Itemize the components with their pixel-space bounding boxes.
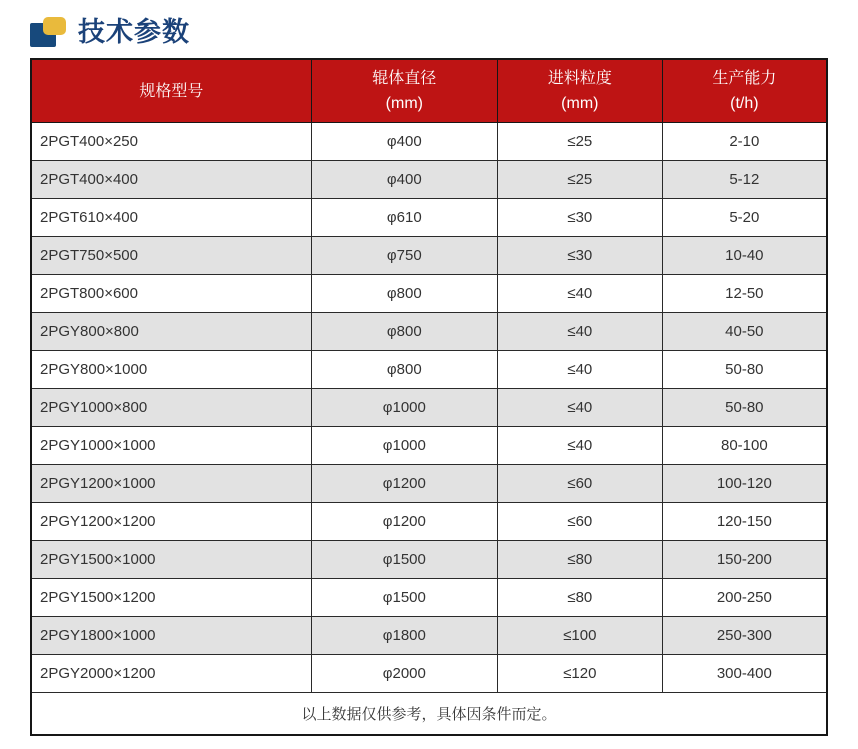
roller-diameter-cell: φ750: [311, 237, 497, 275]
roller-diameter-cell: φ800: [311, 351, 497, 389]
model-cell: 2PGT400×250: [31, 123, 311, 161]
col-header-roller-diameter: [311, 59, 497, 123]
capacity-cell: 40-50: [662, 313, 827, 351]
roller-diameter-cell: φ1000: [311, 389, 497, 427]
capacity-cell: 100-120: [662, 465, 827, 503]
feed-size-cell: ≤60: [497, 503, 662, 541]
col-header-capacity: [662, 59, 827, 123]
model-cell: 2PGY1000×1000: [31, 427, 311, 465]
roller-diameter-cell: φ400: [311, 161, 497, 199]
col-header-roller-diameter-unit: (mm): [385, 95, 423, 112]
roller-diameter-cell: φ1500: [311, 579, 497, 617]
col-header-roller-diameter-label: 辊体直径: [372, 70, 437, 87]
feed-size-cell: ≤80: [497, 579, 662, 617]
table-row: [31, 161, 827, 199]
capacity-cell: 150-200: [662, 541, 827, 579]
title-badge-icon: [30, 17, 68, 47]
model-cell: 2PGT610×400: [31, 199, 311, 237]
capacity-cell: 250-300: [662, 617, 827, 655]
feed-size-cell: ≤30: [497, 237, 662, 275]
table-row: [31, 199, 827, 237]
roller-diameter-cell: φ1200: [311, 503, 497, 541]
capacity-cell: 2-10: [662, 123, 827, 161]
col-header-feed-size: [497, 59, 662, 123]
model-cell: 2PGY1200×1200: [31, 503, 311, 541]
col-header-feed-size-label: 进料粒度: [547, 70, 612, 87]
col-header-model: [31, 59, 311, 123]
model-cell: 2PGT750×500: [31, 237, 311, 275]
feed-size-cell: ≤40: [497, 313, 662, 351]
feed-size-cell: ≤40: [497, 275, 662, 313]
model-cell: 2PGY2000×1200: [31, 655, 311, 693]
model-cell: 2PGY1800×1000: [31, 617, 311, 655]
table-footnote-row: [31, 693, 827, 736]
roller-diameter-cell: φ1800: [311, 617, 497, 655]
col-header-feed-size-unit: (mm): [561, 95, 599, 112]
table-row: [31, 275, 827, 313]
feed-size-cell: ≤100: [497, 617, 662, 655]
section-header: [30, 10, 828, 54]
col-header-model-label: 规格型号: [139, 82, 204, 100]
table-row: [31, 541, 827, 579]
table-row: [31, 427, 827, 465]
table-row: [31, 389, 827, 427]
capacity-cell: 300-400: [662, 655, 827, 693]
table-row: [31, 579, 827, 617]
roller-diameter-cell: φ1000: [311, 427, 497, 465]
badge-yellow-square: [43, 17, 66, 35]
table-row: [31, 617, 827, 655]
col-header-capacity-label: 生产能力: [712, 70, 777, 87]
table-row: [31, 503, 827, 541]
roller-diameter-cell: φ400: [311, 123, 497, 161]
capacity-cell: 10-40: [662, 237, 827, 275]
capacity-cell: 120-150: [662, 503, 827, 541]
feed-size-cell: ≤80: [497, 541, 662, 579]
model-cell: 2PGT400×400: [31, 161, 311, 199]
roller-diameter-cell: φ800: [311, 275, 497, 313]
feed-size-cell: ≤30: [497, 199, 662, 237]
roller-diameter-cell: φ1500: [311, 541, 497, 579]
capacity-cell: 80-100: [662, 427, 827, 465]
roller-diameter-cell: φ800: [311, 313, 497, 351]
page-title: 技术参数: [78, 16, 190, 47]
capacity-cell: 5-20: [662, 199, 827, 237]
model-cell: 2PGY1200×1000: [31, 465, 311, 503]
model-cell: 2PGY1500×1200: [31, 579, 311, 617]
feed-size-cell: ≤120: [497, 655, 662, 693]
table-row: [31, 237, 827, 275]
table-footnote: 以上数据仅供参考，具体因条件而定。: [31, 693, 827, 736]
model-cell: 2PGT800×600: [31, 275, 311, 313]
table-row: [31, 313, 827, 351]
capacity-cell: 200-250: [662, 579, 827, 617]
capacity-cell: 50-80: [662, 389, 827, 427]
roller-diameter-cell: φ1200: [311, 465, 497, 503]
col-header-capacity-unit: (t/h): [730, 95, 759, 112]
feed-size-cell: ≤40: [497, 351, 662, 389]
model-cell: 2PGY1000×800: [31, 389, 311, 427]
capacity-cell: 12-50: [662, 275, 827, 313]
table-row: [31, 465, 827, 503]
table-row: [31, 351, 827, 389]
model-cell: 2PGY1500×1000: [31, 541, 311, 579]
table-header-row: [31, 59, 827, 123]
model-cell: 2PGY800×1000: [31, 351, 311, 389]
feed-size-cell: ≤40: [497, 389, 662, 427]
roller-diameter-cell: φ610: [311, 199, 497, 237]
model-cell: 2PGY800×800: [31, 313, 311, 351]
capacity-cell: 5-12: [662, 161, 827, 199]
roller-diameter-cell: φ2000: [311, 655, 497, 693]
capacity-cell: 50-80: [662, 351, 827, 389]
table-row: [31, 123, 827, 161]
feed-size-cell: ≤60: [497, 465, 662, 503]
feed-size-cell: ≤25: [497, 123, 662, 161]
feed-size-cell: ≤40: [497, 427, 662, 465]
feed-size-cell: ≤25: [497, 161, 662, 199]
table-row: [31, 655, 827, 693]
specs-table: [30, 58, 828, 736]
